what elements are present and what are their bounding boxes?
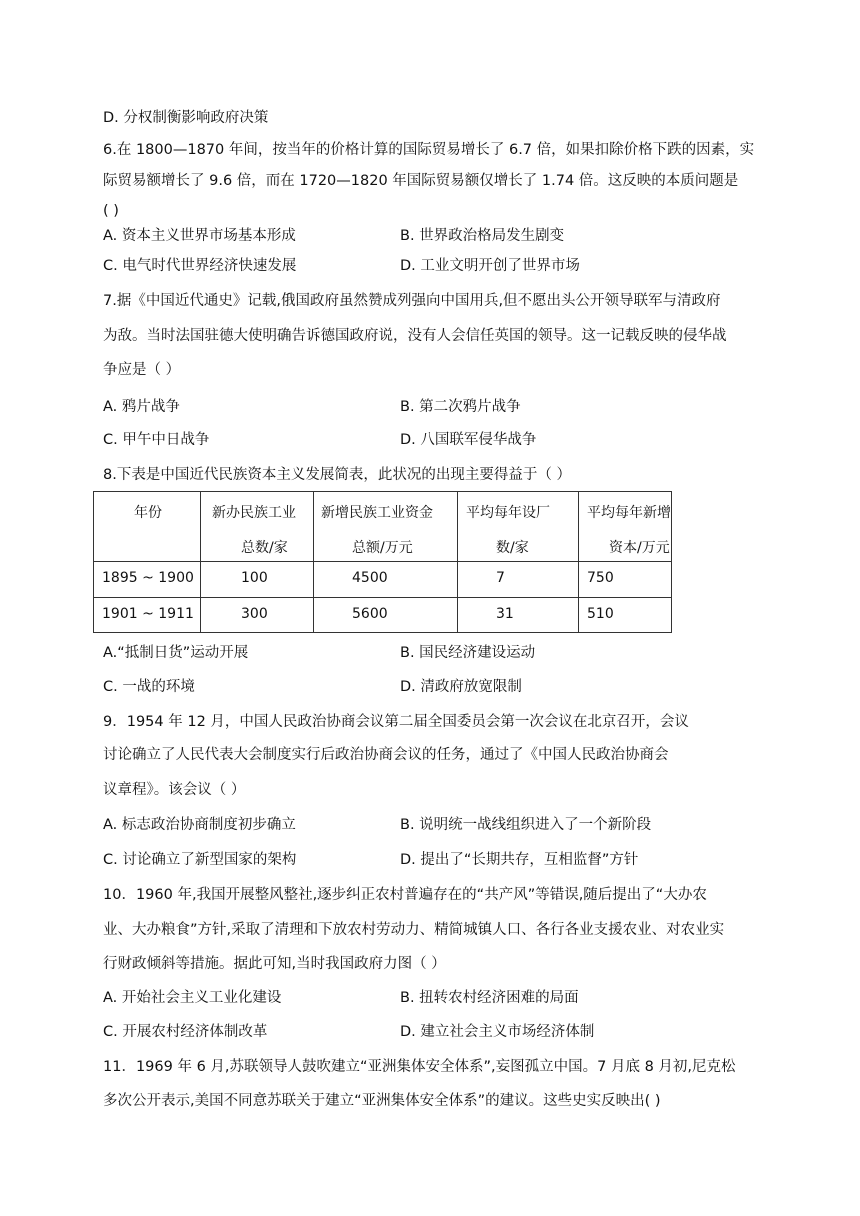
q10-stem-line-3: 行财政倾斜等措施。据此可知,当时我国政府力图（ ） [103,956,446,972]
header-avg-factories-l1: 平均每年设厂 [466,505,550,521]
cell-year: 1901 ~ 1911 [102,606,194,622]
header-new-capital-l1: 新增民族工业资金 [321,505,433,521]
table-cell [579,598,672,633]
table-header-cell [201,492,314,562]
table-cell [94,562,201,598]
q7-option-a: A. 鸦片战争 [103,399,180,415]
q9-stem-line-2: 讨论确立了人民代表大会制度实行后政治协商会议的任务，通过了《中国人民政治协商会 [103,747,669,763]
q5-option-d: D. 分权制衡影响政府决策 [103,110,269,126]
table-cell [94,598,201,633]
cell-value: 750 [587,570,614,586]
q6-option-a: A. 资本主义世界市场基本形成 [103,228,296,244]
q7-option-b: B. 第二次鸦片战争 [400,399,521,415]
table-cell [314,562,458,598]
q10-option-c: C. 开展农村经济体制改革 [103,1024,268,1040]
industry-table [93,491,672,633]
cell-value: 31 [496,606,514,622]
cell-value: 100 [241,570,268,586]
table-header-cell [458,492,579,562]
q8-option-a: A.“抵制日货”运动开展 [103,645,249,661]
table-header-cell [579,492,672,562]
table-header-row [94,492,672,562]
cell-value: 7 [496,570,505,586]
q7-option-c: C. 甲午中日战争 [103,432,210,448]
cell-year: 1895 ~ 1900 [102,570,194,586]
header-avg-factories-l2: 数/家 [496,540,529,556]
table-cell [458,562,579,598]
q11-stem-line-1: 11．1969 年 6 月,苏联领导人鼓吹建立“亚洲集体安全体系”,妄图孤立中国。7 月底 8 月初,尼克松 [103,1059,736,1075]
q9-option-c: C. 讨论确立了新型国家的架构 [103,852,297,868]
q6-stem-line-2: 际贸易额增长了 9.6 倍，而在 1720—1820 年国际贸易额仅增长了 1.74 倍。这反映的本质问题是 [103,173,739,189]
q10-option-a: A. 开始社会主义工业化建设 [103,990,282,1006]
q6-stem-line-3: ( ) [103,203,119,219]
q10-stem-line-2: 业、大办粮食”方针,采取了清理和下放农村劳动力、精简城镇人口、各行各业支援农业、对农业实 [103,922,725,938]
q6-option-d: D. 工业文明开创了世界市场 [400,258,580,274]
q9-option-a: A. 标志政治协商制度初步确立 [103,817,296,833]
table-cell [201,598,314,633]
header-avg-capital-l2: 资本/万元 [609,540,670,556]
q9-stem-line-3: 议章程》。该会议（ ） [103,782,246,798]
q6-stem-line-1: 6.在 1800—1870 年间，按当年的价格计算的国际贸易增长了 6.7 倍，如果扣除价格下跌的因素，实 [103,142,755,158]
q9-option-d: D. 提出了“长期共存，互相监督”方针 [400,852,639,868]
q6-option-b: B. 世界政治格局发生剧变 [400,228,565,244]
header-new-capital-l2: 总额/万元 [352,540,413,556]
table-cell [458,598,579,633]
q8-option-d: D. 清政府放宽限制 [400,679,522,695]
q11-stem-line-2: 多次公开表示,美国不同意苏联关于建立“亚洲集体安全体系”的建议。这些史实反映出( ) [103,1093,661,1109]
table-cell [201,562,314,598]
q7-stem-line-1: 7.据《中国近代通史》记载,俄国政府虽然赞成列强向中国用兵,但不愿出头公开领导联军与清政府 [103,293,721,309]
table-row [94,562,672,598]
q8-stem: 8.下表是中国近代民族资本主义发展简表，此状况的出现主要得益于（ ） [103,467,571,483]
header-year: 年份 [134,505,162,521]
q8-option-c: C. 一战的环境 [103,679,195,695]
table-cell [314,598,458,633]
table-header-cell [94,492,201,562]
cell-value: 4500 [352,570,388,586]
q7-stem-line-2: 为敌。当时法国驻德大使明确告诉德国政府说，没有人会信任英国的领导。这一记载反映的侵华战 [103,328,727,344]
cell-value: 5600 [352,606,388,622]
q7-stem-line-3: 争应是（ ） [103,362,181,378]
q10-option-b: B. 扭转农村经济困难的局面 [400,990,579,1006]
header-avg-capital-l1: 平均每年新增 [587,505,671,521]
table-header-cell [314,492,458,562]
cell-value: 300 [241,606,268,622]
table-row [94,598,672,633]
q6-option-c: C. 电气时代世界经济快速发展 [103,258,297,274]
q9-stem-line-1: 9．1954 年 12 月，中国人民政治协商会议第二届全国委员会第一次会议在北京召开，会议 [103,714,689,730]
table-cell [579,562,672,598]
q8-option-b: B. 国民经济建设运动 [400,645,536,661]
q10-stem-line-1: 10．1960 年,我国开展整风整社,逐步纠正农村普遍存在的“共产风”等错误,随后提出了“大办农 [103,887,707,903]
q10-option-d: D. 建立社会主义市场经济体制 [400,1024,595,1040]
cell-value: 510 [587,606,614,622]
header-new-factories-l2: 总数/家 [241,540,288,556]
q7-option-d: D. 八国联军侵华战争 [400,432,537,448]
q9-option-b: B. 说明统一战线组织进入了一个新阶段 [400,817,652,833]
header-new-factories-l1: 新办民族工业 [212,505,296,521]
